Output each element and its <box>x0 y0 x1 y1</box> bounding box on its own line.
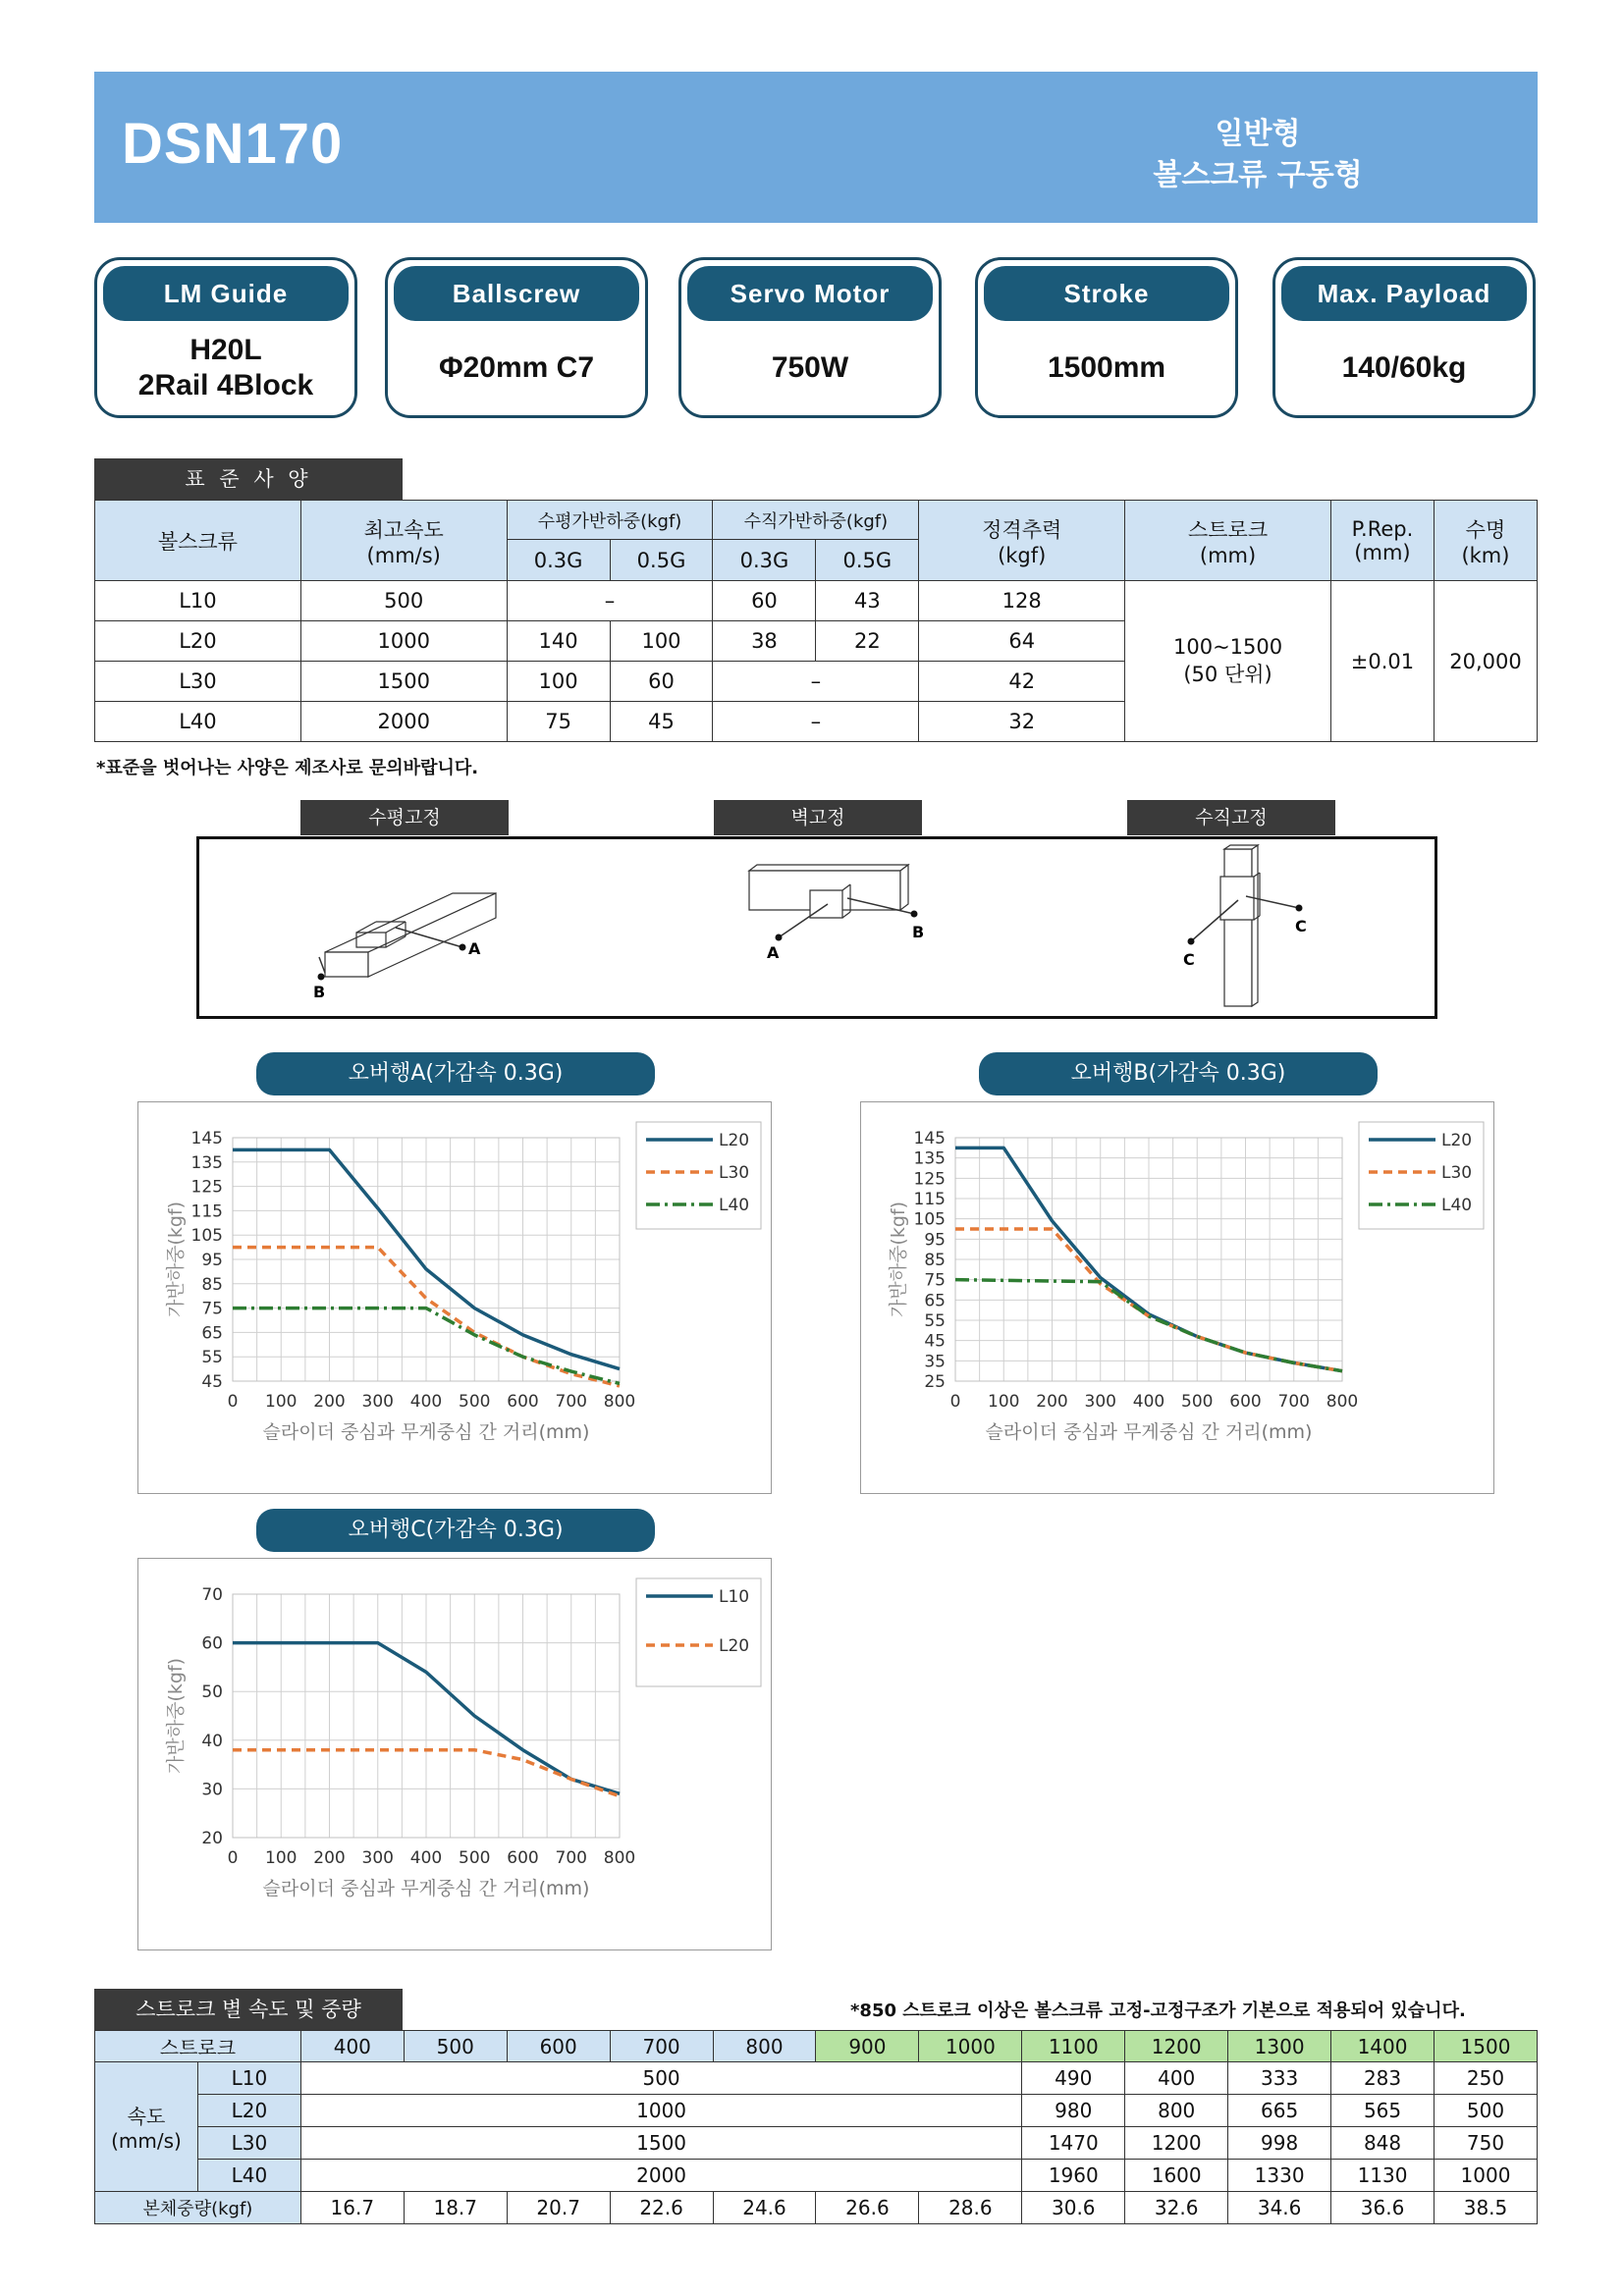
y-tick-label: 115 <box>190 1201 223 1222</box>
type-line-1: 일반형 <box>1215 117 1301 151</box>
table-row: L30 1500 1470 1200 998 848 750 <box>95 2127 1538 2160</box>
x-tick-label: 600 <box>1229 1392 1262 1412</box>
y-tick-label: 145 <box>913 1129 946 1148</box>
spec-card-value: 1500mm <box>1047 351 1166 384</box>
horizontal-mount-diagram <box>319 893 496 977</box>
x-tick-label: 300 <box>361 1392 394 1412</box>
y-tick-label: 35 <box>924 1352 946 1372</box>
y-tick-label: 95 <box>924 1230 946 1251</box>
y-tick-label: 70 <box>201 1585 223 1605</box>
wall-mount-diagram <box>749 865 914 937</box>
point-b-label: B <box>912 923 925 941</box>
x-tick-label: 0 <box>227 1392 239 1412</box>
table-row: L10 500 – 60 43 128 100~1500 (50 단위) ±0.01 20,000 <box>95 581 1538 621</box>
y-tick-label: 145 <box>190 1129 223 1148</box>
y-tick-label: 40 <box>201 1731 223 1751</box>
legend-label: L20 <box>719 1636 750 1656</box>
chart-overhang-c <box>137 1558 772 1950</box>
y-tick-label: 55 <box>924 1311 946 1331</box>
chart-overhang-b <box>860 1101 1494 1494</box>
x-tick-label: 100 <box>265 1848 298 1868</box>
x-tick-label: 200 <box>313 1848 346 1868</box>
chart-title-overhang-a: 오버행A(가감속 0.3G) <box>256 1052 655 1095</box>
spec-card-value <box>97 327 354 409</box>
y-tick-label: 75 <box>201 1299 223 1319</box>
y-tick-label: 95 <box>201 1251 223 1270</box>
x-axis-label: 슬라이더 중심과 무게중심 간 거리(mm) <box>262 1878 590 1899</box>
stroke-label: 스트로크 <box>95 2031 301 2062</box>
header-prep: P.Rep. (mm) <box>1330 501 1434 581</box>
y-tick-label: 65 <box>201 1323 223 1344</box>
chart-title-overhang-b: 오버행B(가감속 0.3G) <box>979 1052 1378 1095</box>
x-tick-label: 500 <box>459 1848 491 1868</box>
stroke-header-row: 스트로크 400 500 600 700 800 900 1000 1100 1200 1300 1400 1500 <box>95 2031 1538 2062</box>
y-tick-label: 65 <box>924 1291 946 1311</box>
x-tick-label: 800 <box>1326 1392 1359 1412</box>
chart-overhang-a <box>137 1101 772 1494</box>
standard-spec-table <box>94 500 1538 742</box>
type-line-2: 볼스크류 구동형 <box>1153 158 1363 192</box>
x-tick-label: 0 <box>949 1392 961 1412</box>
y-tick-label: 20 <box>201 1829 223 1848</box>
y-tick-label: 30 <box>201 1780 223 1800</box>
mount-tab-vertical: 수직고정 <box>1127 800 1335 835</box>
y-tick-label: 55 <box>201 1348 223 1368</box>
y-tick-label: 45 <box>924 1331 946 1352</box>
y-tick-label: 85 <box>924 1251 946 1270</box>
stroke-table-note: *850 스트로크 이상은 볼스크류 고정-고정구조가 기본으로 적용되어 있습니다. <box>850 2001 1466 2021</box>
table-row: L40 2000 75 45 – 32 <box>95 702 1538 742</box>
stroke-value: 100~1500 (50 단위) <box>1125 581 1331 742</box>
header-h-load: 수평가반하중(kgf) <box>507 501 713 540</box>
spec-card-ballscrew <box>385 257 648 418</box>
chart-overhang-a-svg <box>138 1102 773 1495</box>
point-a-label: A <box>468 939 481 958</box>
x-axis-label: 슬라이더 중심과 무게중심 간 거리(mm) <box>985 1421 1313 1443</box>
x-tick-label: 0 <box>227 1848 239 1868</box>
header-v-load: 수직가반하중(kgf) <box>713 501 919 540</box>
spec-card-title: Stroke <box>984 266 1229 321</box>
y-tick-label: 45 <box>201 1372 223 1392</box>
x-tick-label: 300 <box>361 1848 394 1868</box>
spec-card-lm-guide <box>94 257 357 418</box>
spec-card-servo-motor <box>678 257 942 418</box>
mount-tab-wall: 벽고정 <box>714 800 922 835</box>
spec-card-stroke <box>975 257 1238 418</box>
x-tick-label: 600 <box>507 1848 539 1868</box>
y-axis-label: 가반하중(kgf) <box>165 1658 187 1774</box>
table-row: L20 1000 980 800 665 565 500 <box>95 2095 1538 2127</box>
x-tick-label: 700 <box>555 1848 587 1868</box>
x-tick-label: 500 <box>1181 1392 1214 1412</box>
x-tick-label: 800 <box>603 1392 636 1412</box>
x-tick-label: 400 <box>409 1848 443 1868</box>
point-c-label: C <box>1183 950 1195 969</box>
y-tick-label: 125 <box>913 1169 946 1190</box>
weight-label: 본체중량(kgf) <box>95 2192 301 2224</box>
spec-line: 2Rail 4Block <box>137 369 314 401</box>
y-tick-label: 25 <box>924 1372 946 1392</box>
chart-overhang-b-svg <box>861 1102 1495 1495</box>
y-tick-label: 105 <box>190 1226 223 1247</box>
weight-row: 본체중량(kgf) 16.7 18.7 20.7 22.6 24.6 26.6 28.6 30.6 32.6 34.6 36.6 38.5 <box>95 2192 1538 2224</box>
spec-card-value: Φ20mm C7 <box>438 351 595 384</box>
header-g03: 0.3G <box>713 540 816 581</box>
y-tick-label: 105 <box>913 1209 946 1230</box>
y-tick-label: 135 <box>913 1148 946 1169</box>
y-tick-label: 75 <box>924 1270 946 1291</box>
x-tick-label: 600 <box>507 1392 539 1412</box>
header-max-speed: 최고속도 (mm/s) <box>300 501 507 581</box>
y-tick-label: 85 <box>201 1274 223 1295</box>
legend-label: L20 <box>719 1131 750 1150</box>
header-thrust: 정격추력 (kgf) <box>919 501 1125 581</box>
standard-spec-label: 표 준 사 양 <box>94 458 403 500</box>
x-axis-label: 슬라이더 중심과 무게중심 간 거리(mm) <box>262 1421 590 1443</box>
mount-tab-horizontal: 수평고정 <box>300 800 509 835</box>
mounting-diagrams <box>199 839 1435 1016</box>
x-tick-label: 100 <box>265 1392 298 1412</box>
header-g05: 0.5G <box>816 540 919 581</box>
header-stroke: 스트로크 (mm) <box>1125 501 1331 581</box>
legend-label: L40 <box>1441 1196 1473 1215</box>
vertical-mount-diagram <box>1191 845 1299 1006</box>
legend-label: L30 <box>1441 1163 1473 1183</box>
x-tick-label: 700 <box>555 1392 587 1412</box>
x-tick-label: 500 <box>459 1392 491 1412</box>
x-tick-label: 300 <box>1084 1392 1116 1412</box>
y-tick-label: 50 <box>201 1682 223 1703</box>
table-row: 속도 (mm/s) L10 500 490 400 333 283 250 <box>95 2062 1538 2095</box>
x-tick-label: 200 <box>313 1392 346 1412</box>
x-tick-label: 200 <box>1036 1392 1068 1412</box>
chart-title-overhang-c: 오버행C(가감속 0.3G) <box>256 1509 655 1552</box>
spec-card-title: LM Guide <box>103 266 349 321</box>
stroke-speed-weight-table <box>94 2030 1538 2224</box>
spec-card-value: 750W <box>771 351 849 384</box>
model-name: DSN170 <box>122 112 344 176</box>
legend-label: L40 <box>719 1196 750 1215</box>
point-a-label: A <box>767 943 780 962</box>
standard-note: *표준을 벗어나는 사양은 제조사로 문의바랍니다. <box>96 758 479 778</box>
spec-card-max-payload <box>1272 257 1536 418</box>
table-row: L20 1000 140 100 38 22 64 <box>95 621 1538 662</box>
x-tick-label: 700 <box>1277 1392 1310 1412</box>
stroke-table-label: 스트로크 별 속도 및 중량 <box>94 1989 403 2030</box>
spec-card-value: 140/60kg <box>1341 351 1467 384</box>
x-tick-label: 800 <box>603 1848 636 1868</box>
y-tick-label: 60 <box>201 1633 223 1654</box>
table-row: L40 2000 1960 1600 1330 1130 1000 <box>95 2160 1538 2192</box>
header-g05: 0.5G <box>610 540 713 581</box>
x-tick-label: 100 <box>988 1392 1020 1412</box>
mounting-diagram-box <box>196 836 1437 1019</box>
y-tick-label: 125 <box>190 1177 223 1198</box>
table-row: L30 1500 100 60 – 42 <box>95 662 1538 702</box>
legend-label: L10 <box>719 1587 750 1607</box>
chart-overhang-c-svg <box>138 1559 773 1951</box>
spec-card-title: Servo Motor <box>687 266 933 321</box>
header-life: 수명 (km) <box>1434 501 1537 581</box>
header-ballscrew: 볼스크류 <box>95 501 301 581</box>
header-banner <box>94 72 1538 223</box>
header-g03: 0.3G <box>507 540 610 581</box>
y-axis-label: 가반하중(kgf) <box>888 1201 909 1317</box>
legend-label: L30 <box>719 1163 750 1183</box>
x-tick-label: 400 <box>409 1392 443 1412</box>
life-value: 20,000 <box>1434 581 1537 742</box>
speed-label: 속도 (mm/s) <box>95 2062 198 2192</box>
y-axis-label: 가반하중(kgf) <box>165 1201 187 1317</box>
spec-line: H20L <box>189 334 262 366</box>
prep-value: ±0.01 <box>1330 581 1434 742</box>
spec-card-title: Ballscrew <box>394 266 639 321</box>
point-c-label: C <box>1295 917 1307 935</box>
y-tick-label: 115 <box>913 1190 946 1209</box>
legend-label: L20 <box>1441 1131 1473 1150</box>
x-tick-label: 400 <box>1132 1392 1165 1412</box>
point-b-label: B <box>313 983 326 1001</box>
y-tick-label: 135 <box>190 1152 223 1173</box>
spec-card-title: Max. Payload <box>1281 266 1527 321</box>
